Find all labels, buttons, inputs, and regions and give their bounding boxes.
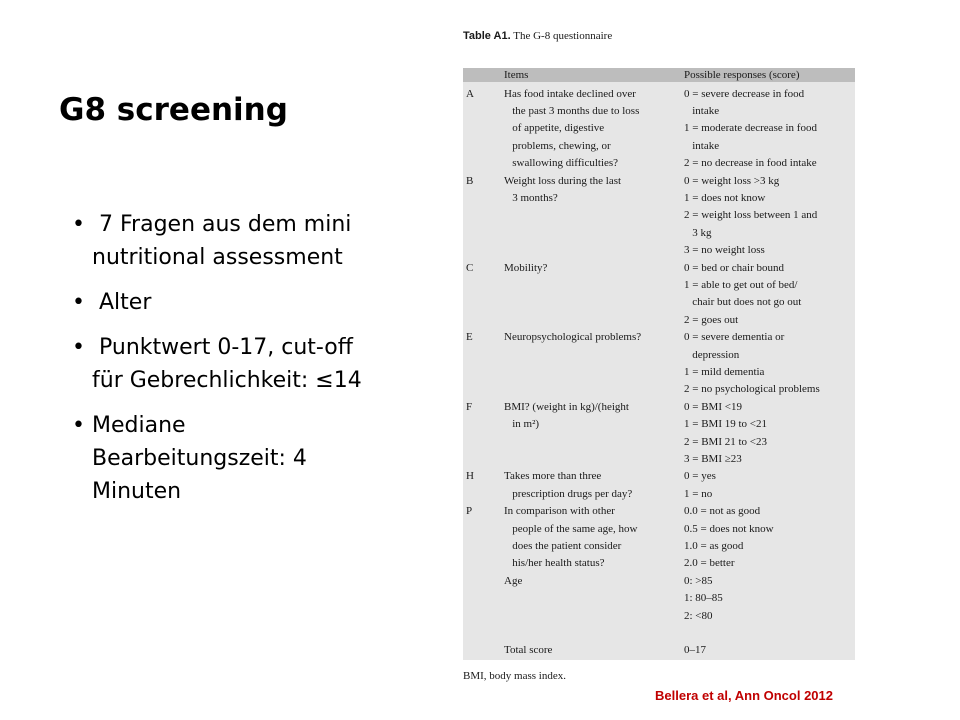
response-text: depression [684, 348, 740, 361]
table-caption [463, 28, 855, 58]
table-header [463, 68, 855, 82]
item-code: C [466, 261, 474, 274]
item-text: In comparison with other [504, 505, 615, 518]
item-code: H [466, 470, 474, 483]
item-code: E [466, 331, 473, 344]
table-caption-label: Table A1. [463, 30, 511, 42]
response-text: 1 = no [684, 487, 713, 500]
item-text: Neuropsychological problems? [504, 331, 642, 344]
response-text: 0 = BMI <19 [684, 400, 742, 413]
response-text: 2 = BMI 21 to <23 [684, 435, 767, 448]
item-text: Has food intake declined over [504, 87, 636, 100]
bullet-text-line: Bearbeitungszeit: 4 [92, 446, 307, 471]
bullet-dot-icon: • [72, 290, 85, 315]
item-text: does the patient consider [504, 539, 622, 552]
response-text: 0.5 = does not know [684, 522, 774, 535]
response-text: 0 = bed or chair bound [684, 261, 784, 274]
item-text: of appetite, digestive [504, 122, 605, 135]
response-text: 1 = BMI 19 to <21 [684, 418, 767, 431]
item-text: Weight loss during the last [504, 174, 622, 187]
response-text: 2.0 = better [684, 557, 735, 570]
bullet-dot-icon: • [72, 335, 85, 360]
bullet-text-line: Alter [92, 290, 152, 315]
response-text: 1.0 = as good [684, 539, 744, 552]
item-text: his/her health status? [504, 557, 605, 570]
response-text: 1: 80–85 [684, 592, 723, 605]
bullet-text-line: nutritional assessment [92, 245, 343, 270]
response-text: intake [684, 104, 720, 117]
table-caption-text: The G-8 questionnaire [513, 30, 613, 42]
bullet-item [72, 286, 417, 319]
item-text: problems, chewing, or [504, 139, 611, 152]
header-items: Items [504, 69, 529, 81]
response-text: 0–17 [684, 644, 706, 657]
citation: Bellera et al, Ann Oncol 2012 [655, 688, 833, 703]
g8-table-figure [463, 28, 855, 682]
bullet-text-line: Punktwert 0-17, cut-off [92, 335, 353, 360]
item-text: swallowing difficulties? [504, 157, 619, 170]
item-text: 3 months? [504, 191, 558, 204]
item-text: the past 3 months due to loss [504, 104, 640, 117]
response-text: intake [684, 139, 720, 152]
response-text: 3 kg [684, 226, 712, 239]
item-code: A [466, 87, 474, 100]
response-text: 2 = goes out [684, 313, 739, 326]
response-text: 2 = no psychological problems [684, 383, 820, 396]
item-text: Total score [504, 644, 553, 657]
response-text: 1 = does not know [684, 191, 766, 204]
bullet-item [72, 409, 417, 508]
item-text: BMI? (weight in kg)/(height [504, 400, 629, 413]
bullet-dot-icon: • [72, 413, 85, 438]
bullet-text-line: 7 Fragen aus dem mini [92, 212, 352, 237]
g8-table [463, 68, 855, 660]
item-text: Takes more than three [504, 470, 602, 483]
response-text: chair but does not go out [684, 296, 802, 309]
response-text: 1 = able to get out of bed/ [684, 278, 798, 291]
slide-title: G8 screening [59, 92, 288, 128]
bullet-item [72, 331, 417, 397]
response-text: 2 = weight loss between 1 and [684, 209, 818, 222]
item-code: B [466, 174, 474, 187]
response-text: 1 = moderate decrease in food [684, 122, 817, 135]
item-text: Age [504, 574, 523, 587]
item-text: Mobility? [504, 261, 548, 274]
item-text: people of the same age, how [504, 522, 638, 535]
response-text: 3 = no weight loss [684, 244, 765, 257]
item-text: in m²) [504, 418, 540, 431]
bullet-item [72, 208, 417, 274]
response-text: 0.0 = not as good [684, 505, 761, 518]
response-text: 2: <80 [684, 609, 713, 622]
bullet-text-line: Minuten [92, 479, 182, 504]
response-text: 0 = weight loss >3 kg [684, 174, 780, 187]
table-footnote: BMI, body mass index. [463, 670, 566, 682]
response-text: 1 = mild dementia [684, 365, 765, 378]
header-responses: Possible responses (score) [684, 69, 800, 81]
item-code: P [466, 505, 473, 518]
bullet-text-line: für Gebrechlichkeit: ≤14 [92, 368, 362, 393]
response-text: 0 = severe decrease in food [684, 87, 805, 100]
item-text: prescription drugs per day? [504, 487, 633, 500]
item-code: F [466, 400, 473, 413]
bullet-list [72, 208, 417, 520]
response-text: 3 = BMI ≥23 [684, 452, 742, 465]
bullet-text-line: Mediane [92, 413, 186, 438]
response-text: 0 = yes [684, 470, 716, 483]
response-text: 0: >85 [684, 574, 713, 587]
bullet-dot-icon: • [72, 212, 85, 237]
response-text: 2 = no decrease in food intake [684, 157, 817, 170]
response-text: 0 = severe dementia or [684, 331, 785, 344]
